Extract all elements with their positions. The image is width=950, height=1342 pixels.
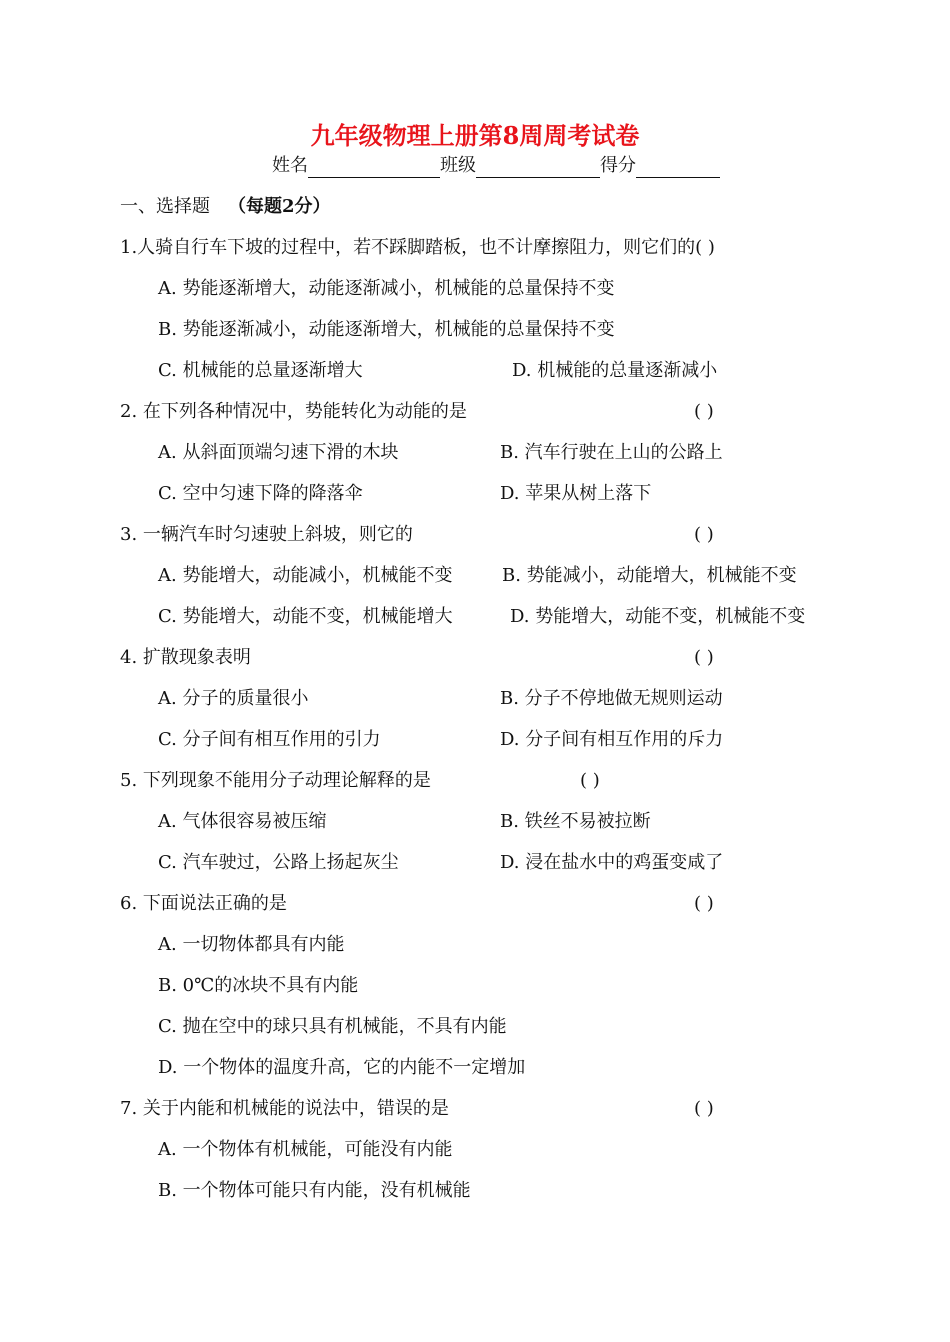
question-2-option-b: B. 汽车行驶在上山的公路上	[500, 442, 723, 463]
question-2-option-a: A. 从斜面顶端匀速下滑的木块	[158, 442, 399, 463]
question-7-answer-bracket: ( )	[694, 1098, 714, 1119]
question-2-option-d: D. 苹果从树上落下	[500, 483, 652, 504]
class-label: 班级	[440, 155, 476, 176]
question-5-option-c: C. 汽车驶过，公路上扬起灰尘	[158, 852, 399, 873]
section-title: 一、选择题	[120, 196, 210, 217]
name-blank	[308, 157, 440, 178]
question-7-option-a: A. 一个物体有机械能，可能没有内能	[158, 1139, 453, 1160]
question-5-option-a: A. 气体很容易被压缩	[158, 811, 327, 832]
question-5-option-d: D. 浸在盐水中的鸡蛋变咸了	[500, 852, 724, 873]
question-1-option-d: D. 机械能的总量逐渐减小	[512, 360, 718, 381]
question-4-option-b: B. 分子不停地做无规则运动	[500, 688, 723, 709]
class-blank	[476, 157, 600, 178]
section-heading	[120, 195, 331, 219]
question-6-option-c: C. 抛在空中的球只具有机械能，不具有内能	[158, 1016, 507, 1037]
question-3-option-d: D. 势能增大，动能不变，机械能不变	[510, 606, 806, 627]
question-4-option-d: D. 分子间有相互作用的斥力	[500, 729, 724, 750]
name-label: 姓名	[272, 155, 308, 176]
question-6-answer-bracket: ( )	[694, 893, 714, 914]
question-1-option-a: A. 势能逐渐增大，动能逐渐减小，机械能的总量保持不变	[158, 278, 615, 299]
score-label: 得分	[600, 155, 636, 176]
question-7-option-b: B. 一个物体可能只有内能，没有机械能	[158, 1180, 471, 1201]
question-5-stem: 5. 下列现象不能用分子动理论解释的是	[120, 770, 431, 791]
question-2-option-c: C. 空中匀速下降的降落伞	[158, 483, 363, 504]
question-3-option-b: B. 势能减小，动能增大，机械能不变	[502, 565, 797, 586]
question-6-option-b: B. 0℃的冰块不具有内能	[158, 975, 359, 996]
question-3-stem: 3. 一辆汽车时匀速驶上斜坡，则它的	[120, 524, 413, 545]
question-5-option-b: B. 铁丝不易被拉断	[500, 811, 651, 832]
section-points: （每题2分）	[228, 196, 331, 217]
page-title: 九年级物理上册第8周周考试卷	[310, 121, 640, 150]
question-2-stem: 2. 在下列各种情况中，势能转化为动能的是	[120, 401, 467, 422]
question-6-option-a: A. 一切物体都具有内能	[158, 934, 345, 955]
question-7-stem: 7. 关于内能和机械能的说法中，错误的是	[120, 1098, 449, 1119]
question-6-stem: 6. 下面说法正确的是	[120, 893, 287, 914]
student-info-line	[272, 154, 720, 178]
question-4-stem: 4. 扩散现象表明	[120, 647, 251, 668]
question-3-answer-bracket: ( )	[694, 524, 714, 545]
question-6-option-d: D. 一个物体的温度升高，它的内能不一定增加	[158, 1057, 526, 1078]
question-4-option-c: C. 分子间有相互作用的引力	[158, 729, 381, 750]
question-2-answer-bracket: ( )	[694, 401, 714, 422]
question-4-answer-bracket: ( )	[694, 647, 714, 668]
question-3-option-a: A. 势能增大，动能减小，机械能不变	[158, 565, 453, 586]
question-5-answer-bracket: ( )	[580, 770, 600, 791]
question-4-option-a: A. 分子的质量很小	[158, 688, 309, 709]
question-1-option-b: B. 势能逐渐减小，动能逐渐增大，机械能的总量保持不变	[158, 319, 615, 340]
score-blank	[636, 157, 720, 178]
question-3-option-c: C. 势能增大，动能不变，机械能增大	[158, 606, 453, 627]
question-1-option-c: C. 机械能的总量逐渐增大	[158, 360, 363, 381]
question-1-stem: 1.人骑自行车下坡的过程中，若不踩脚踏板，也不计摩擦阻力，则它们的( )	[120, 237, 715, 258]
